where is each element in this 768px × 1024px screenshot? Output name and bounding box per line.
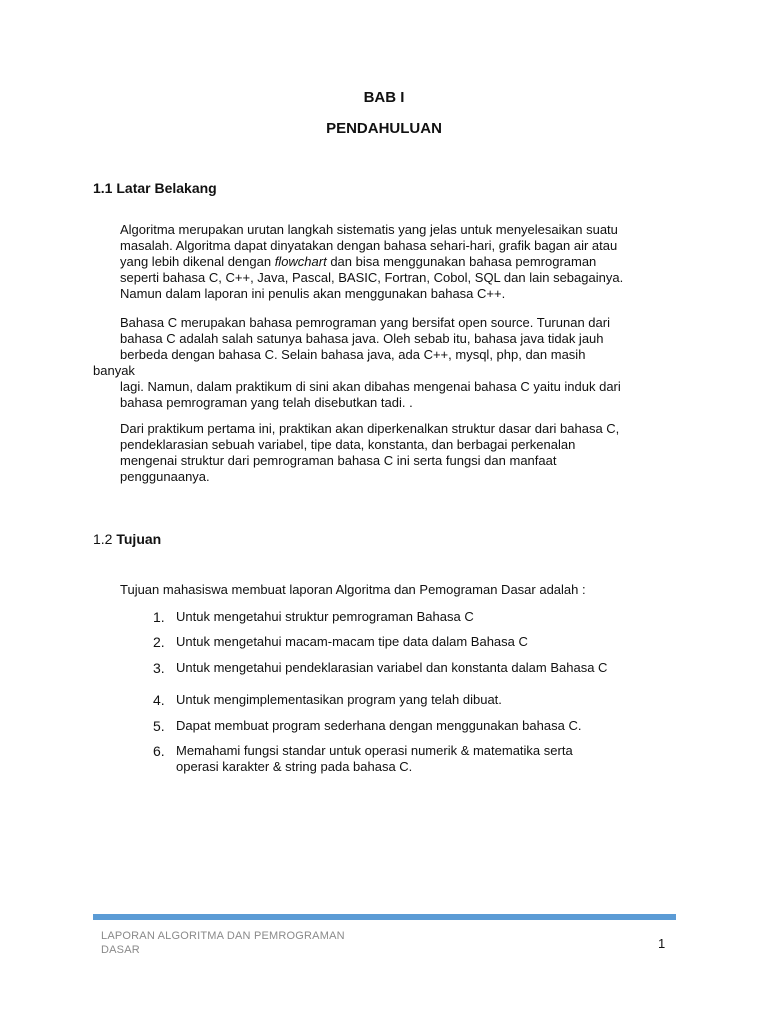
- list-number: 1.: [153, 609, 165, 625]
- flowchart-term: flowchart: [274, 254, 327, 269]
- list-number: 4.: [153, 692, 165, 708]
- list-line: Untuk mengimplementasikan program yang telah dibuat.: [176, 692, 502, 707]
- list-number: 6.: [153, 743, 165, 759]
- list-number: 3.: [153, 660, 165, 676]
- list-line: Untuk mengetahui struktur pemrograman Bahasa C: [176, 609, 474, 624]
- paragraph-line: Dari praktikum pertama ini, praktikan akan diperkenalkan struktur dasar dari bahasa C,: [120, 421, 620, 436]
- paragraph-line: Bahasa C merupakan bahasa pemrograman yang bersifat open source. Turunan dari: [120, 315, 610, 330]
- paragraph-line: pendeklarasian sebuah variabel, tipe data, konstanta, dan berbagai perkenalan: [120, 437, 576, 452]
- section-heading-tujuan: [93, 531, 161, 547]
- paragraph-segment: yang lebih dikenal dengan: [120, 254, 275, 269]
- section-heading-latar-belakang: 1.1 Latar Belakang: [93, 180, 217, 196]
- list-text: [176, 743, 675, 775]
- paragraph-line: bahasa pemrograman yang telah disebutkan tadi. .: [120, 395, 413, 410]
- paragraph-praktikum: [120, 421, 675, 485]
- paragraph-line: seperti bahasa C, C++, Java, Pascal, BASIC, Fortran, Cobol, SQL dan lain sebagainya.: [120, 270, 624, 285]
- paragraph-segment: dan bisa menggunakan bahasa pemrograman: [326, 254, 597, 269]
- section-number: 1.2: [93, 531, 113, 547]
- list-line: Dapat membuat program sederhana dengan menggunakan bahasa C.: [176, 718, 582, 733]
- paragraph-line: masalah. Algoritma dapat dinyatakan dengan bahasa sehari-hari, grafik bagan air atau: [120, 238, 618, 253]
- list-text: [176, 718, 675, 734]
- paragraph-line: bahasa C adalah salah satunya bahasa java. Oleh sebab itu, bahasa java tidak jauh: [120, 331, 604, 346]
- list-text: [176, 660, 675, 676]
- list-line: Untuk mengetahui pendeklarasian variabel dan konstanta dalam Bahasa C: [176, 660, 608, 675]
- paragraph-line: [120, 254, 675, 270]
- list-text: [176, 609, 675, 625]
- section-title: Tujuan: [116, 531, 162, 547]
- paragraph-line: berbeda dengan bahasa C. Selain bahasa java, ada C++, mysql, php, dan masih: [120, 347, 586, 362]
- list-line: Untuk mengetahui macam-macam tipe data dalam Bahasa C: [176, 634, 528, 649]
- paragraph-bahasa-c: [93, 315, 675, 411]
- footer-divider: [93, 914, 676, 920]
- list-number: 5.: [153, 718, 165, 734]
- footer-title: [101, 929, 401, 957]
- list-text: [176, 692, 675, 708]
- footer-title-line: LAPORAN ALGORITMA DAN PEMROGRAMAN: [101, 930, 345, 942]
- list-text: [176, 634, 675, 650]
- paragraph-line: Algoritma merupakan urutan langkah sistematis yang jelas untuk menyelesaikan suatu: [120, 222, 618, 237]
- page-number: 1: [658, 936, 666, 951]
- paragraph-line: mengenai struktur dari pemrograman bahasa C ini serta fungsi dan manfaat: [120, 453, 557, 468]
- paragraph-line: lagi. Namun, dalam praktikum di sini akan dibahas mengenai bahasa C yaitu induk dari: [120, 379, 621, 394]
- tujuan-intro: Tujuan mahasiswa membuat laporan Algoritma dan Pemograman Dasar adalah :: [120, 582, 586, 597]
- footer-title-line: DASAR: [101, 944, 140, 956]
- list-line: Memahami fungsi standar untuk operasi numerik & matematika serta: [176, 743, 573, 758]
- chapter-label: BAB I: [363, 89, 405, 106]
- paragraph-line: Namun dalam laporan ini penulis akan menggunakan bahasa C++.: [120, 286, 506, 301]
- chapter-title: PENDAHULUAN: [326, 120, 442, 137]
- paragraph-algoritma: [120, 222, 675, 302]
- list-number: 2.: [153, 634, 165, 650]
- paragraph-line: penggunaanya.: [120, 469, 210, 484]
- paragraph-line: banyak: [93, 363, 135, 378]
- list-line: operasi karakter & string pada bahasa C.: [176, 759, 413, 774]
